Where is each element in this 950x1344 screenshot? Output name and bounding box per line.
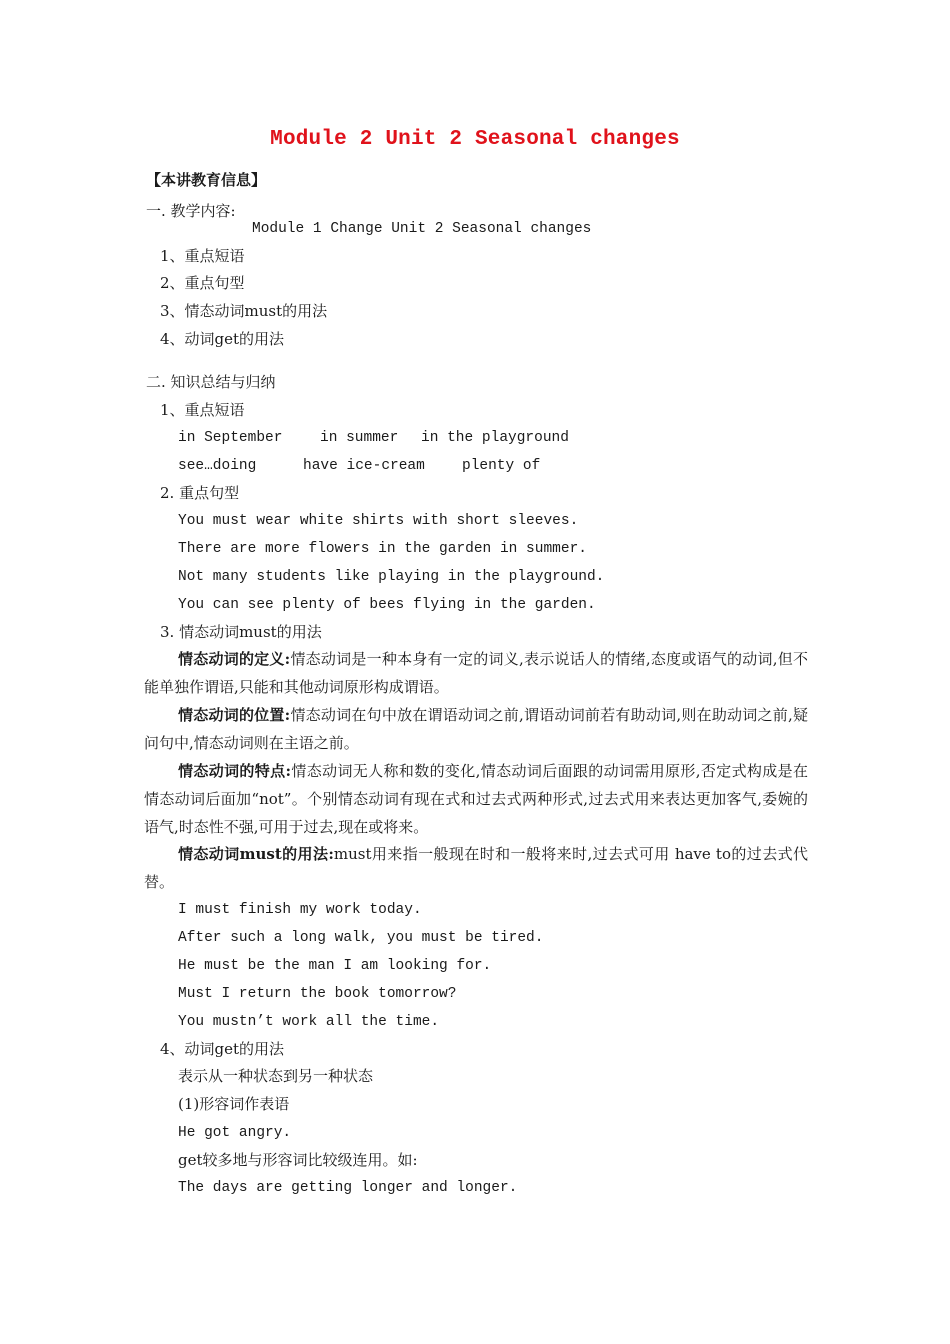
get-example: He got angry. bbox=[178, 1125, 292, 1141]
phrase: plenty of bbox=[462, 458, 541, 474]
phrase: see…doing bbox=[178, 458, 257, 474]
section-header-label: 【本讲教育信息】 bbox=[146, 171, 267, 189]
example-sentence: You must wear white shirts with short sleeves. bbox=[178, 513, 579, 529]
get-note: get较多地与形容词比较级连用。如: bbox=[178, 1151, 418, 1169]
sentences-heading: 2. 重点句型 bbox=[160, 484, 240, 502]
section1-subtitle: Module 1 Change Unit 2 Seasonal changes bbox=[252, 221, 592, 237]
list-item: 4、动词get的用法 bbox=[160, 330, 285, 348]
page-title: Module 2 Unit 2 Seasonal changes bbox=[270, 128, 680, 151]
example-sentence: There are more flowers in the garden in summer. bbox=[178, 541, 587, 557]
position-label: 情态动词的位置: bbox=[178, 706, 291, 724]
features-paragraph bbox=[144, 757, 808, 841]
get-intro: 表示从一种状态到另一种状态 bbox=[178, 1067, 374, 1085]
must-example: Must I return the book tomorrow? bbox=[178, 986, 457, 1002]
position-text: 情态动词在句中放在谓语动词之前,谓语动词前若有助动词,则在助动词之前,疑问句中,情态动词则在主语之前。 bbox=[144, 706, 809, 752]
position-paragraph bbox=[144, 701, 808, 757]
phrase: in summer bbox=[320, 430, 399, 446]
phrase: have ice-cream bbox=[303, 458, 425, 474]
section2-heading: 二. 知识总结与归纳 bbox=[146, 373, 276, 391]
must-example: I must finish my work today. bbox=[178, 902, 422, 918]
list-item: 3、情态动词must的用法 bbox=[160, 302, 328, 320]
usage-text: must用来指一般现在时和一般将来时,过去式可用 have to的过去式代替。 bbox=[144, 845, 808, 891]
phrases-heading: 1、重点短语 bbox=[160, 401, 245, 419]
must-heading: 3. 情态动词must的用法 bbox=[160, 623, 322, 641]
list-item: 2、重点句型 bbox=[160, 274, 245, 292]
get-heading: 4、动词get的用法 bbox=[160, 1040, 285, 1058]
list-item: 1、重点短语 bbox=[160, 247, 245, 265]
example-sentence: Not many students like playing in the playground. bbox=[178, 569, 605, 585]
features-text: 情态动词无人称和数的变化,情态动词后面跟的动词需用原形,否定式构成是在情态动词后面加“not”。个别情态动词有现在式和过去式两种形式,过去式用来表达更加客气,委婉的语气,时态性不强,可用于过去,现在或将来。 bbox=[144, 762, 808, 836]
phrase: in the playground bbox=[421, 430, 569, 446]
must-example: After such a long walk, you must be tired. bbox=[178, 930, 544, 946]
example-sentence: You can see plenty of bees flying in the garden. bbox=[178, 597, 596, 613]
get-example: The days are getting longer and longer. bbox=[178, 1180, 518, 1196]
definition-label: 情态动词的定义: bbox=[178, 650, 291, 668]
definition-paragraph bbox=[144, 645, 808, 701]
definition-text: 情态动词是一种本身有一定的词义,表示说话人的情绪,态度或语气的动词,但不能单独作谓语,只能和其他动词原形构成谓语。 bbox=[144, 650, 809, 696]
usage-label: 情态动词must的用法: bbox=[178, 845, 334, 863]
section1-heading: 一. 教学内容: bbox=[146, 202, 236, 220]
get-subheading: (1)形容词作表语 bbox=[178, 1095, 290, 1113]
features-label: 情态动词的特点: bbox=[178, 762, 292, 780]
must-example: You mustn’t work all the time. bbox=[178, 1014, 440, 1030]
must-example: He must be the man I am looking for. bbox=[178, 958, 492, 974]
phrase: in September bbox=[178, 430, 283, 446]
usage-paragraph bbox=[144, 840, 808, 896]
